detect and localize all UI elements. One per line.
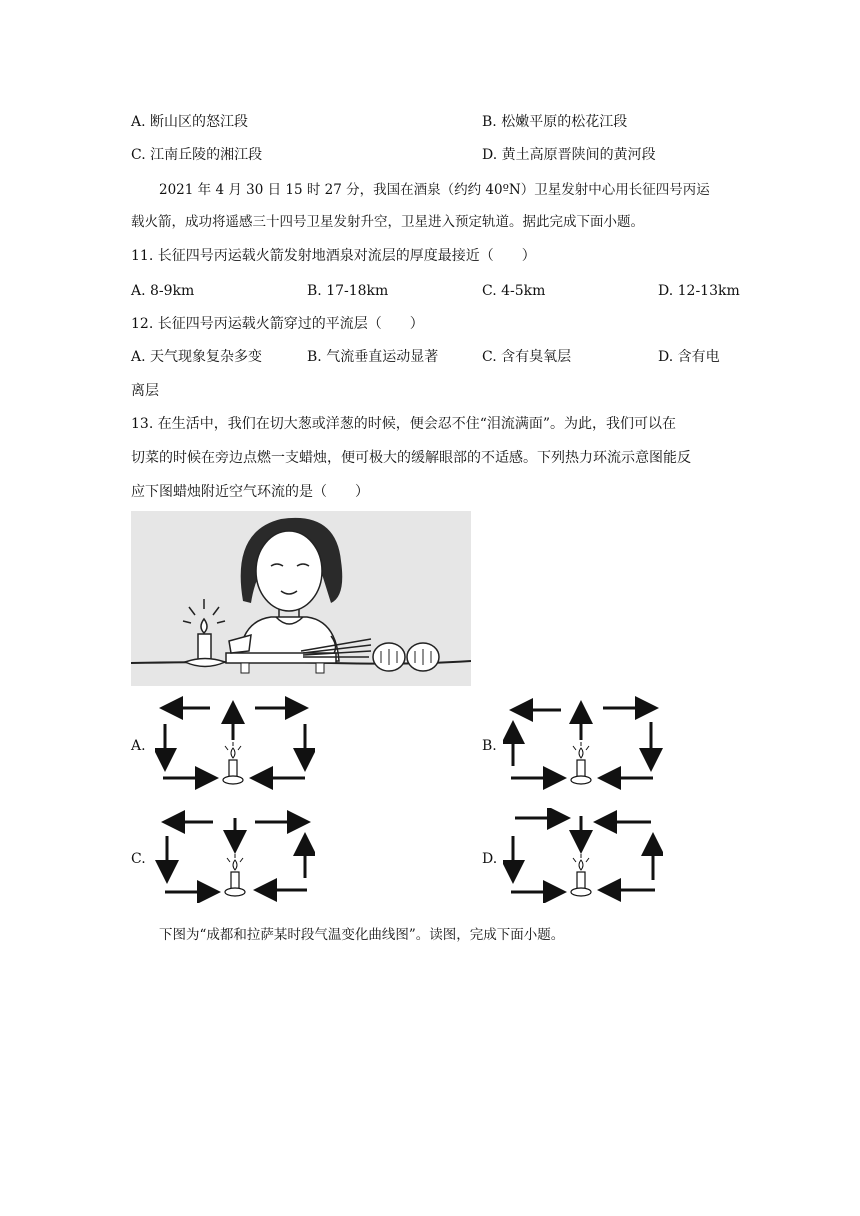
q11-option-c: C. 4-5km	[482, 283, 546, 299]
q12-option-d: D. 含有电	[658, 349, 720, 365]
q13-diagram-a	[155, 696, 315, 791]
q13-label-a: A.	[131, 738, 146, 754]
passage1-line1: 2021 年 4 月 30 日 15 时 27 分，我国在酒泉（约约 40ºN）卫星发射中心用长征四号丙运	[159, 182, 710, 198]
q13-stem-line1: 13. 在生活中，我们在切大葱或洋葱的时候，便会忍不住“泪流满面”。为此，我们可以在	[131, 416, 677, 432]
q13-diagram-c	[155, 808, 315, 903]
q13-diagram-d	[503, 808, 663, 903]
q11-option-d: D. 12-13km	[658, 283, 740, 299]
q10-option-b: B. 松嫩平原的松花江段	[482, 114, 628, 130]
q13-label-c: C.	[131, 851, 146, 867]
q11-option-b: B. 17-18km	[307, 283, 389, 299]
q13-stem-line2: 切菜的时候在旁边点燃一支蜡烛，便可极大的缓解眼部的不适感。下列热力环流示意图能反	[131, 450, 691, 466]
q13-label-b: B.	[482, 738, 497, 754]
q11-option-a: A. 8-9km	[131, 283, 195, 299]
q12-stem: 12. 长征四号丙运载火箭穿过的平流层（ ）	[131, 316, 424, 332]
passage1-line2: 载火箭，成功将遥感三十四号卫星发射升空，卫星进入预定轨道。据此完成下面小题。	[131, 214, 644, 230]
q12-option-c: C. 含有臭氧层	[482, 349, 572, 365]
q10-option-a: A. 断山区的怒江段	[131, 114, 249, 130]
q13-diagram-b	[503, 696, 663, 791]
q13-stem-line3: 应下图蜡烛附近空气环流的是（ ）	[131, 484, 369, 500]
passage2: 下图为“成都和拉萨某时段气温变化曲线图”。读图，完成下面小题。	[159, 927, 565, 943]
q10-option-d: D. 黄土高原晋陕间的黄河段	[482, 147, 656, 163]
q12-option-b: B. 气流垂直运动显著	[307, 349, 439, 365]
q12-option-a: A. 天气现象复杂多变	[131, 349, 263, 365]
q11-stem: 11. 长征四号丙运载火箭发射地酒泉对流层的厚度最接近（ ）	[131, 248, 536, 264]
q12-option-d-continued: 离层	[131, 383, 159, 399]
woman-cutting-onion-illustration	[131, 511, 471, 686]
q13-label-d: D.	[482, 851, 498, 867]
q10-option-c: C. 江南丘陵的湘江段	[131, 147, 263, 163]
